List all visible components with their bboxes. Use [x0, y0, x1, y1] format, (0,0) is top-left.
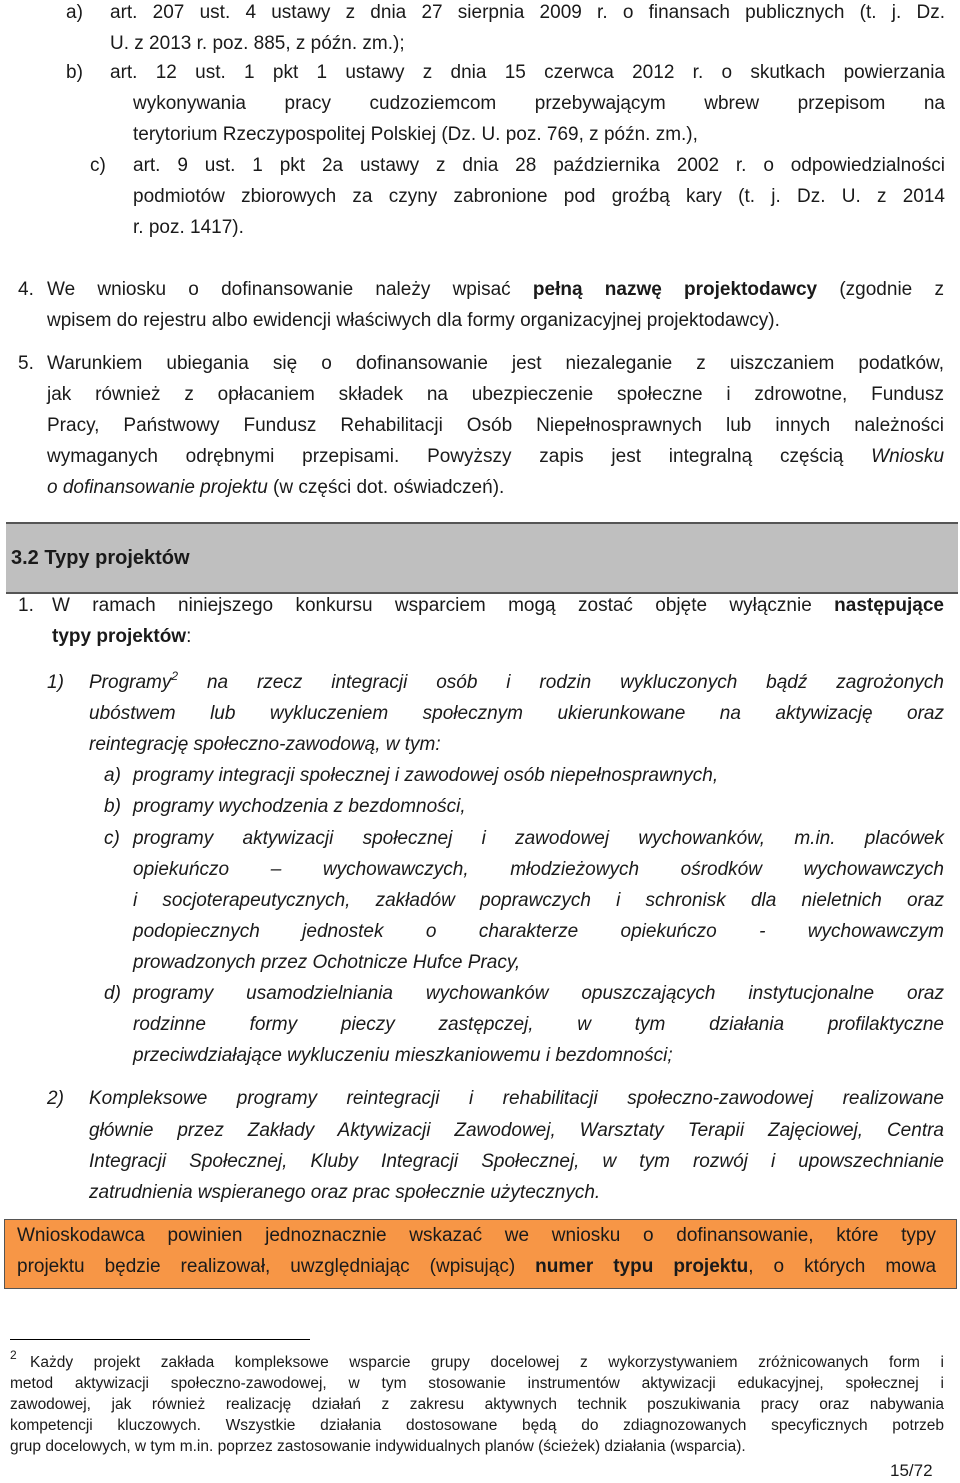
point-1-line-2: typy projektów: [52, 626, 192, 647]
sub-c-line-4: podopiecznych jednostek o charakterze opiekuńczo - wychowawczym [133, 921, 944, 942]
sub-c-line-1: programy aktywizacji społecznej i zawodowej wychowanków, m.in. placówek [133, 828, 944, 849]
point-4-number: 4. [18, 279, 34, 300]
list-c-line-2: podmiotów zbiorowych za czyny zabronione pod groźbą kary (t. j. Dz. U. z 2014 [133, 186, 945, 207]
sub-c-marker: c) [104, 828, 120, 849]
item-2-marker: 2) [47, 1088, 64, 1109]
page-number: 15/72 [890, 1461, 933, 1480]
sub-b-marker: b) [104, 796, 121, 817]
sub-a-text: programy integracji społecznej i zawodowej osób niepełnosprawnych, [133, 765, 719, 786]
sub-b-text: programy wychodzenia z bezdomności, [133, 796, 466, 817]
point-5-number: 5. [18, 353, 34, 374]
footnote-line-2: metod aktywizacji społeczno-zawodowej, w tym stosowanie instrumentów aktywizacji edukacyjnej, społecznej i [10, 1375, 944, 1392]
item-2-line-2: głównie przez Zakłady Aktywizacji Zawodowej, Warsztaty Terapii Zajęciowej, Centra [89, 1120, 944, 1141]
item-1-line-2: ubóstwem lub wykluczeniem społecznym ukierunkowane na aktywizację oraz [89, 703, 944, 724]
highlight-line-1: Wnioskodawca powinien jednoznacznie wskazać we wniosku o dofinansowanie, które typy [17, 1225, 936, 1246]
list-a-line-1: art. 207 ust. 4 ustawy z dnia 27 sierpnia 2009 r. o finansach publicznych (t. j. Dz. [110, 2, 945, 23]
list-marker-b: b) [66, 62, 83, 83]
point-5-line-3: Pracy, Państwowy Fundusz Rehabilitacji Osób Niepełnosprawnych lub innych należności [47, 415, 944, 436]
highlight-line-2: projektu będzie realizował, uwzględniając (wpisując) numer typu projektu, o których mowa [17, 1256, 937, 1277]
item-2-line-4: zatrudnienia wspieranego oraz prac społecznie użytecznych. [89, 1182, 601, 1203]
footnote-line-5: grup docelowych, w tym m.in. poprzez zastosowanie indywidualnych planów (ścieżek) działania (wsparcia). [10, 1438, 746, 1455]
item-2-line-3: Integracji Społecznej, Kluby Integracji Społecznej, w tym rozwój i upowszechnianie [89, 1151, 944, 1172]
sub-d-line-2: rodzinne formy pieczy zastępczej, w tym działania profilaktyczne [133, 1014, 944, 1035]
footnote-line-1: Każdy projekt zakłada kompleksowe wsparcie grupy docelowej z wykorzystywaniem zróżnicowanych form i [30, 1354, 944, 1371]
point-5-italic-1: Wniosku [871, 446, 945, 467]
point-5-line-2: jak również z opłacaniem składek na ubezpieczenie społeczne i zdrowotne, Fundusz [47, 384, 944, 405]
point-1-number: 1. [18, 595, 34, 616]
point-5-italic-2: o dofinansowanie projektu [47, 477, 268, 498]
point-1-bold-2: typy projektów [52, 626, 187, 647]
list-c-line-1: art. 9 ust. 1 pkt 2a ustawy z dnia 28 października 2002 r. o odpowiedzialności [133, 155, 945, 176]
item-1-line-3: reintegrację społeczno-zawodową, w tym: [89, 734, 441, 755]
point-5-line-1: Warunkiem ubiegania się o dofinansowanie jest niezaleganie z uiszczaniem podatków, [47, 353, 944, 374]
point-1-line-1: W ramach niniejszego konkursu wsparciem mogą zostać objęte wyłącznie następujące [52, 595, 944, 616]
sub-d-line-3: przeciwdziałające wykluczeniu mieszkaniowemu i bezdomności; [133, 1045, 673, 1066]
footnote-separator [10, 1339, 310, 1340]
sub-c-line-5: prowadzonych przez Ochotnicze Hufce Pracy, [133, 952, 521, 973]
footnote-line-3: zawodowej, jak również realizację działań z zakresu aktywnych technik poszukiwania pracy oraz nabywania [10, 1396, 944, 1413]
sub-c-line-3: i socjoterapeutycznych, zakładów poprawczych i schronisk dla nieletnich oraz [133, 890, 944, 911]
item-1-marker: 1) [47, 672, 64, 693]
point-1-bold-1: następujące [834, 595, 944, 616]
point-4-line-1: We wniosku o dofinansowanie należy wpisać pełną nazwę projektodawcy (zgodnie z [47, 279, 944, 300]
list-b-line-1: art. 12 ust. 1 pkt 1 ustawy z dnia 15 czerwca 2012 r. o skutkach powierzania [110, 62, 945, 83]
point-4-line-2: wpisem do rejestru albo ewidencji właściwych dla formy organizacyjnej projektodawcy). [47, 310, 780, 331]
list-marker-a: a) [66, 2, 83, 23]
point-5-line-4: wymaganych odrębnymi przepisami. Powyższy zapis jest integralną częścią Wniosku [47, 446, 945, 467]
sub-a-marker: a) [104, 765, 121, 786]
section-title: 3.2 Typy projektów [11, 547, 190, 569]
sub-c-line-2: opiekuńczo – wychowawczych, młodzieżowych ośrodków wychowawczych [133, 859, 944, 880]
list-a-line-2: U. z 2013 r. poz. 885, z późn. zm.); [110, 33, 405, 54]
point-4-bold: pełną nazwę projektodawcy [532, 279, 818, 300]
point-5-line-5: o dofinansowanie projektu (w części dot. oświadczeń). [47, 477, 505, 498]
list-b-line-3: terytorium Rzeczypospolitej Polskiej (Dz. U. poz. 769, z późn. zm.), [133, 124, 698, 145]
sub-d-line-1: programy usamodzielniania wychowanków opuszczających instytucjonalne oraz [133, 983, 944, 1004]
item-1-line-1: Programy$^2$ na rzecz integracji osób i rodzin wykluczonych bądź zagrożonych [89, 669, 945, 693]
footnote-mark: 2 [10, 1348, 17, 1362]
highlight-bold: numer typu projektu [535, 1256, 749, 1277]
item-2-line-1: Kompleksowe programy reintegracji i rehabilitacji społeczno-zawodowej realizowane [89, 1088, 944, 1109]
list-b-line-2: wykonywania pracy cudzoziemcom przebywającym wbrew przepisom na [133, 93, 945, 114]
footnote-ref: 2 [171, 669, 179, 683]
list-marker-c: c) [90, 155, 106, 176]
list-c-line-3: r. poz. 1417). [133, 217, 244, 238]
sub-d-marker: d) [104, 983, 121, 1004]
footnote-line-4: kompetencji kluczowych. Wszystkie działania dostosowane będą do zdiagnozowanych specyficznych potrzeb [10, 1417, 944, 1434]
